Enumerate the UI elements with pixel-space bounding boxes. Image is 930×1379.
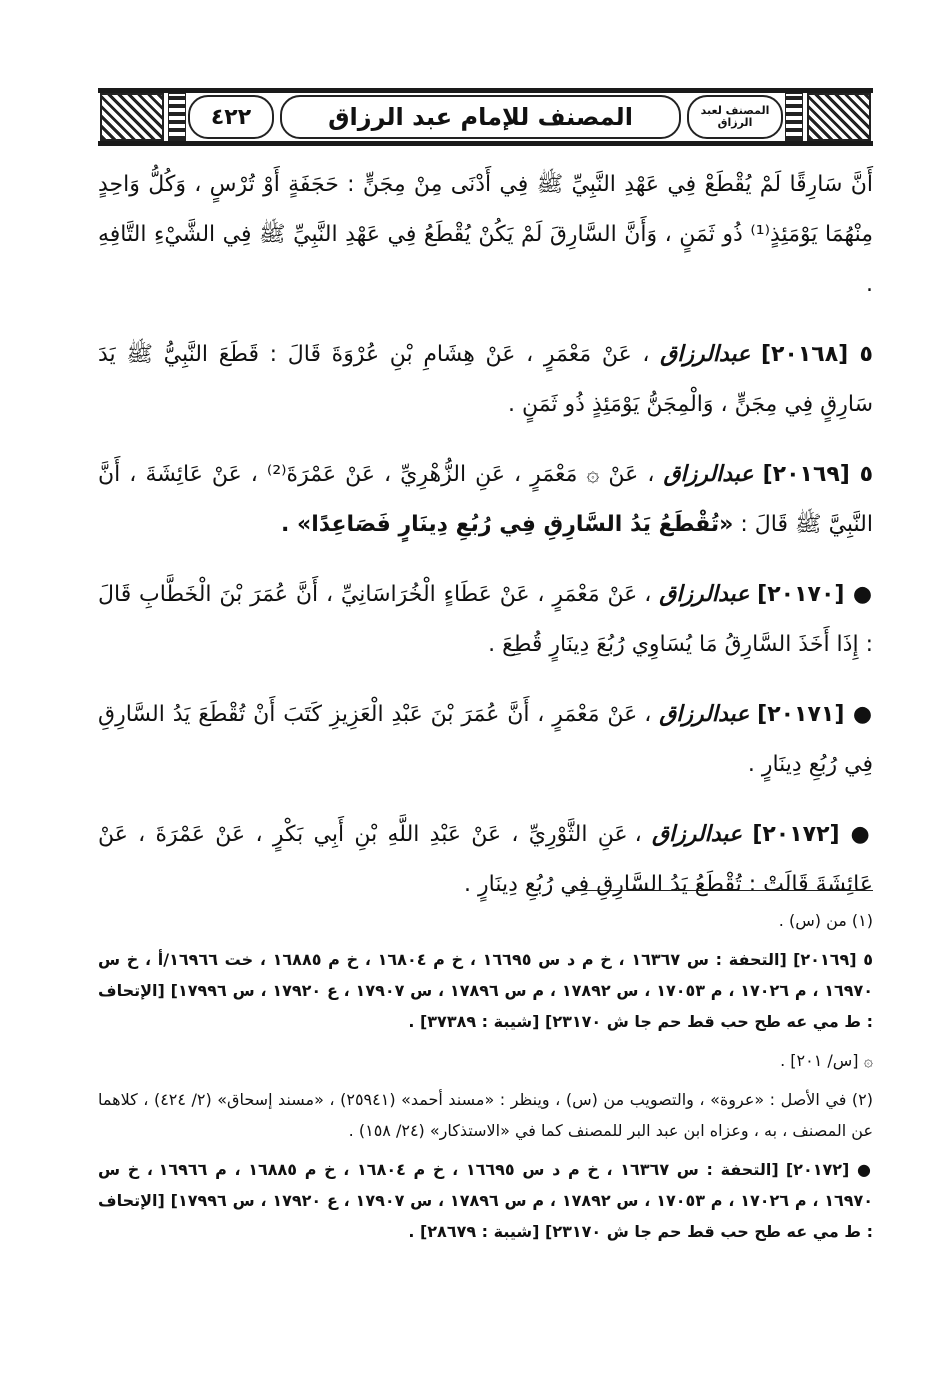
- hadith-number: ٥ [٢٠١٦٨]: [760, 342, 873, 367]
- page-header: [98, 88, 873, 146]
- book-seal-logo: المصنف لعبد الرزاق: [687, 95, 783, 139]
- hadith-author: عبدالرزاق: [663, 462, 754, 487]
- ornament-right: [807, 93, 871, 141]
- footnote-marker: ۞ [س/ ٢٠١] .: [780, 1051, 873, 1070]
- footnote-text: [التحفة : س ١٦٣٦٧ ، خ م د س ١٦٦٩٥ ، خ م ١٦٨٠٤ ، خ م ١٦٨٨٥ ، خت ١٦٩٦٦/أ ، خ س ١٦٩٧٠ ، م ١٧٠٢٦ ، م ١٧٠٥٣ ، س ١٧٨٩٢ ، م س ١٧٨٩٦ ، س ١٧٩٠٧ ، ع ١٧٩٢٠ ، س ١٧٩٩٦] [الإتحاف : ط مي عه طح حب قط حم جا ش ٢٣١٧٠] [شيبة : ٣٧٣٨٩] .: [98, 950, 874, 1031]
- footnote-label: ● [٢٠١٧٢]: [785, 1160, 874, 1179]
- hadith-text: ، عَنْ مَعْمَرٍ ، عَنْ عَطَاءٍ الْخُرَاسَانِيِّ ، أَنَّ عُمَرَ بْنَ الْخَطَّابِ قَالَ : إِذَا أَخَذَ السَّارِقُ مَا يُسَاوِي رُبُعَ دِينَارٍ قُطِعَ .: [98, 582, 873, 657]
- hadith-number: ٥ [٢٠١٦٩]: [762, 462, 873, 487]
- hadith-20169: [98, 450, 873, 550]
- hadith-text: ، عَنْ مَعْمَرٍ ، عَنْ هِشَامِ بْنِ عُرْوَةَ قَالَ : قَطَعَ النَّبِيُّ ﷺ يَدَ سَارِقٍ فِي مِجَنٍّ ، وَالْمِجَنُّ يَوْمَئِذٍ ذُو ثَمَنٍ .: [98, 342, 873, 417]
- hadith-20170: [98, 570, 873, 670]
- hadith-text: ، عَنِ الثَّوْرِيِّ ، عَنْ عَبْدِ اللَّهِ بْنِ أَبِي بَكْرٍ ، عَنْ عَمْرَةَ ، عَنْ عَائِشَةَ قَالَتْ : تُقْطَعُ يَدُ السَّارِقِ فِي رُبُعِ دِينَارٍ .: [98, 822, 873, 897]
- hadith-20171: [98, 690, 873, 790]
- hadith-number: ● [٢٠١٧٠]: [757, 582, 873, 607]
- footnote-1: (١) من (س) .: [778, 911, 873, 930]
- paragraph-continuation: أَنَّ سَارِقًا لَمْ يُقْطَعْ فِي عَهْدِ النَّبِيِّ ﷺ فِي أَدْنَى مِنْ مِجَنٍّ : حَجَفَةٍ أَوْ تُرْسٍ ، وَكُلُّ وَاحِدٍ مِنْهُمَا يَوْمَئِذٍ⁽¹⁾ ذُو ثَمَنٍ ، وَأَنَّ السَّارِقَ لَمْ يَكُنْ يُقْطَعُ فِي عَهْدِ النَّبِيِّ ﷺ فِي الشَّيْءِ التَّافِهِ .: [98, 172, 873, 297]
- hadith-author: عبدالرزاق: [651, 822, 743, 847]
- running-title: المصنف للإمام عبد الرزاق: [280, 95, 681, 139]
- hadith-text: ، عَنْ مَعْمَرٍ ، أَنَّ عُمَرَ بْنَ عَبْدِ الْعَزِيزِ كَتَبَ أَنْ تُقْطَعَ يَدُ السَّارِقِ فِي رُبُعِ دِينَارٍ .: [98, 702, 873, 777]
- main-text: [98, 160, 873, 930]
- footnote-divider: [570, 890, 873, 891]
- ornament-strip-left: [168, 93, 186, 141]
- footnote-label: ٥ [٢٠١٦٩]: [793, 950, 874, 969]
- hadith-text: ، عَنْ ۞ مَعْمَرٍ ، عَنِ الزُّهْرِيِّ ، عَنْ عَمْرَةَ⁽²⁾ ، عَنْ عَائِشَةَ ، أَنَّ النَّبِيَّ ﷺ قَالَ :: [98, 462, 873, 537]
- hadith-author: عبدالرزاق: [659, 702, 750, 727]
- ornament-strip-right: [785, 93, 803, 141]
- hadith-author: عبدالرزاق: [660, 342, 751, 367]
- footnote-2: (٢) في الأصل : «عروة» ، والتصويب من (س) ، وينظر : «مسند أحمد» (٢٥٩٤١) ، «مسند إسحاق» (٢/ ٤٢٤) ، كلاهما عن المصنف ، به ، وعزاه ابن عبد البر للمصنف كما في «الاستذكار» (٢٤/ ١٥٨) .: [98, 1090, 873, 1140]
- hadith-author: عبدالرزاق: [659, 582, 750, 607]
- hadith-20168: [98, 330, 873, 430]
- hadith-number: ● [٢٠١٧١]: [757, 702, 873, 727]
- footnotes: [98, 905, 873, 1255]
- hadith-20172: [98, 810, 873, 910]
- footnote-20169: [98, 944, 873, 1037]
- ornament-left: [100, 93, 164, 141]
- hadith-quote: «تُقْطَعُ يَدُ السَّارِقِ فِي رُبُعِ دِينَارٍ فَصَاعِدًا» .: [280, 512, 734, 537]
- footnote-text: [التحفة : س ١٦٣٦٧ ، خ م د س ١٦٦٩٥ ، خ م ١٦٨٠٤ ، خ م ١٦٨٨٥ ، م ١٦٩٦٦ ، خ س ١٦٩٧٠ ، م ١٧٠٢٦ ، م ١٧٠٥٣ ، س ١٧٨٩٢ ، م س ١٧٨٩٦ ، س ١٧٩٠٧ ، ع ١٧٩٢٠ ، س ١٧٩٩٦] [الإتحاف : ط مي عه طح حب قط حم جا ش ٢٣١٧٠] [شيبة : ٢٨٦٧٩] .: [98, 1160, 874, 1241]
- hadith-number: ● [٢٠١٧٢]: [752, 822, 873, 847]
- footnote-20172: [98, 1154, 873, 1247]
- page-number: ٤٢٢: [188, 95, 274, 139]
